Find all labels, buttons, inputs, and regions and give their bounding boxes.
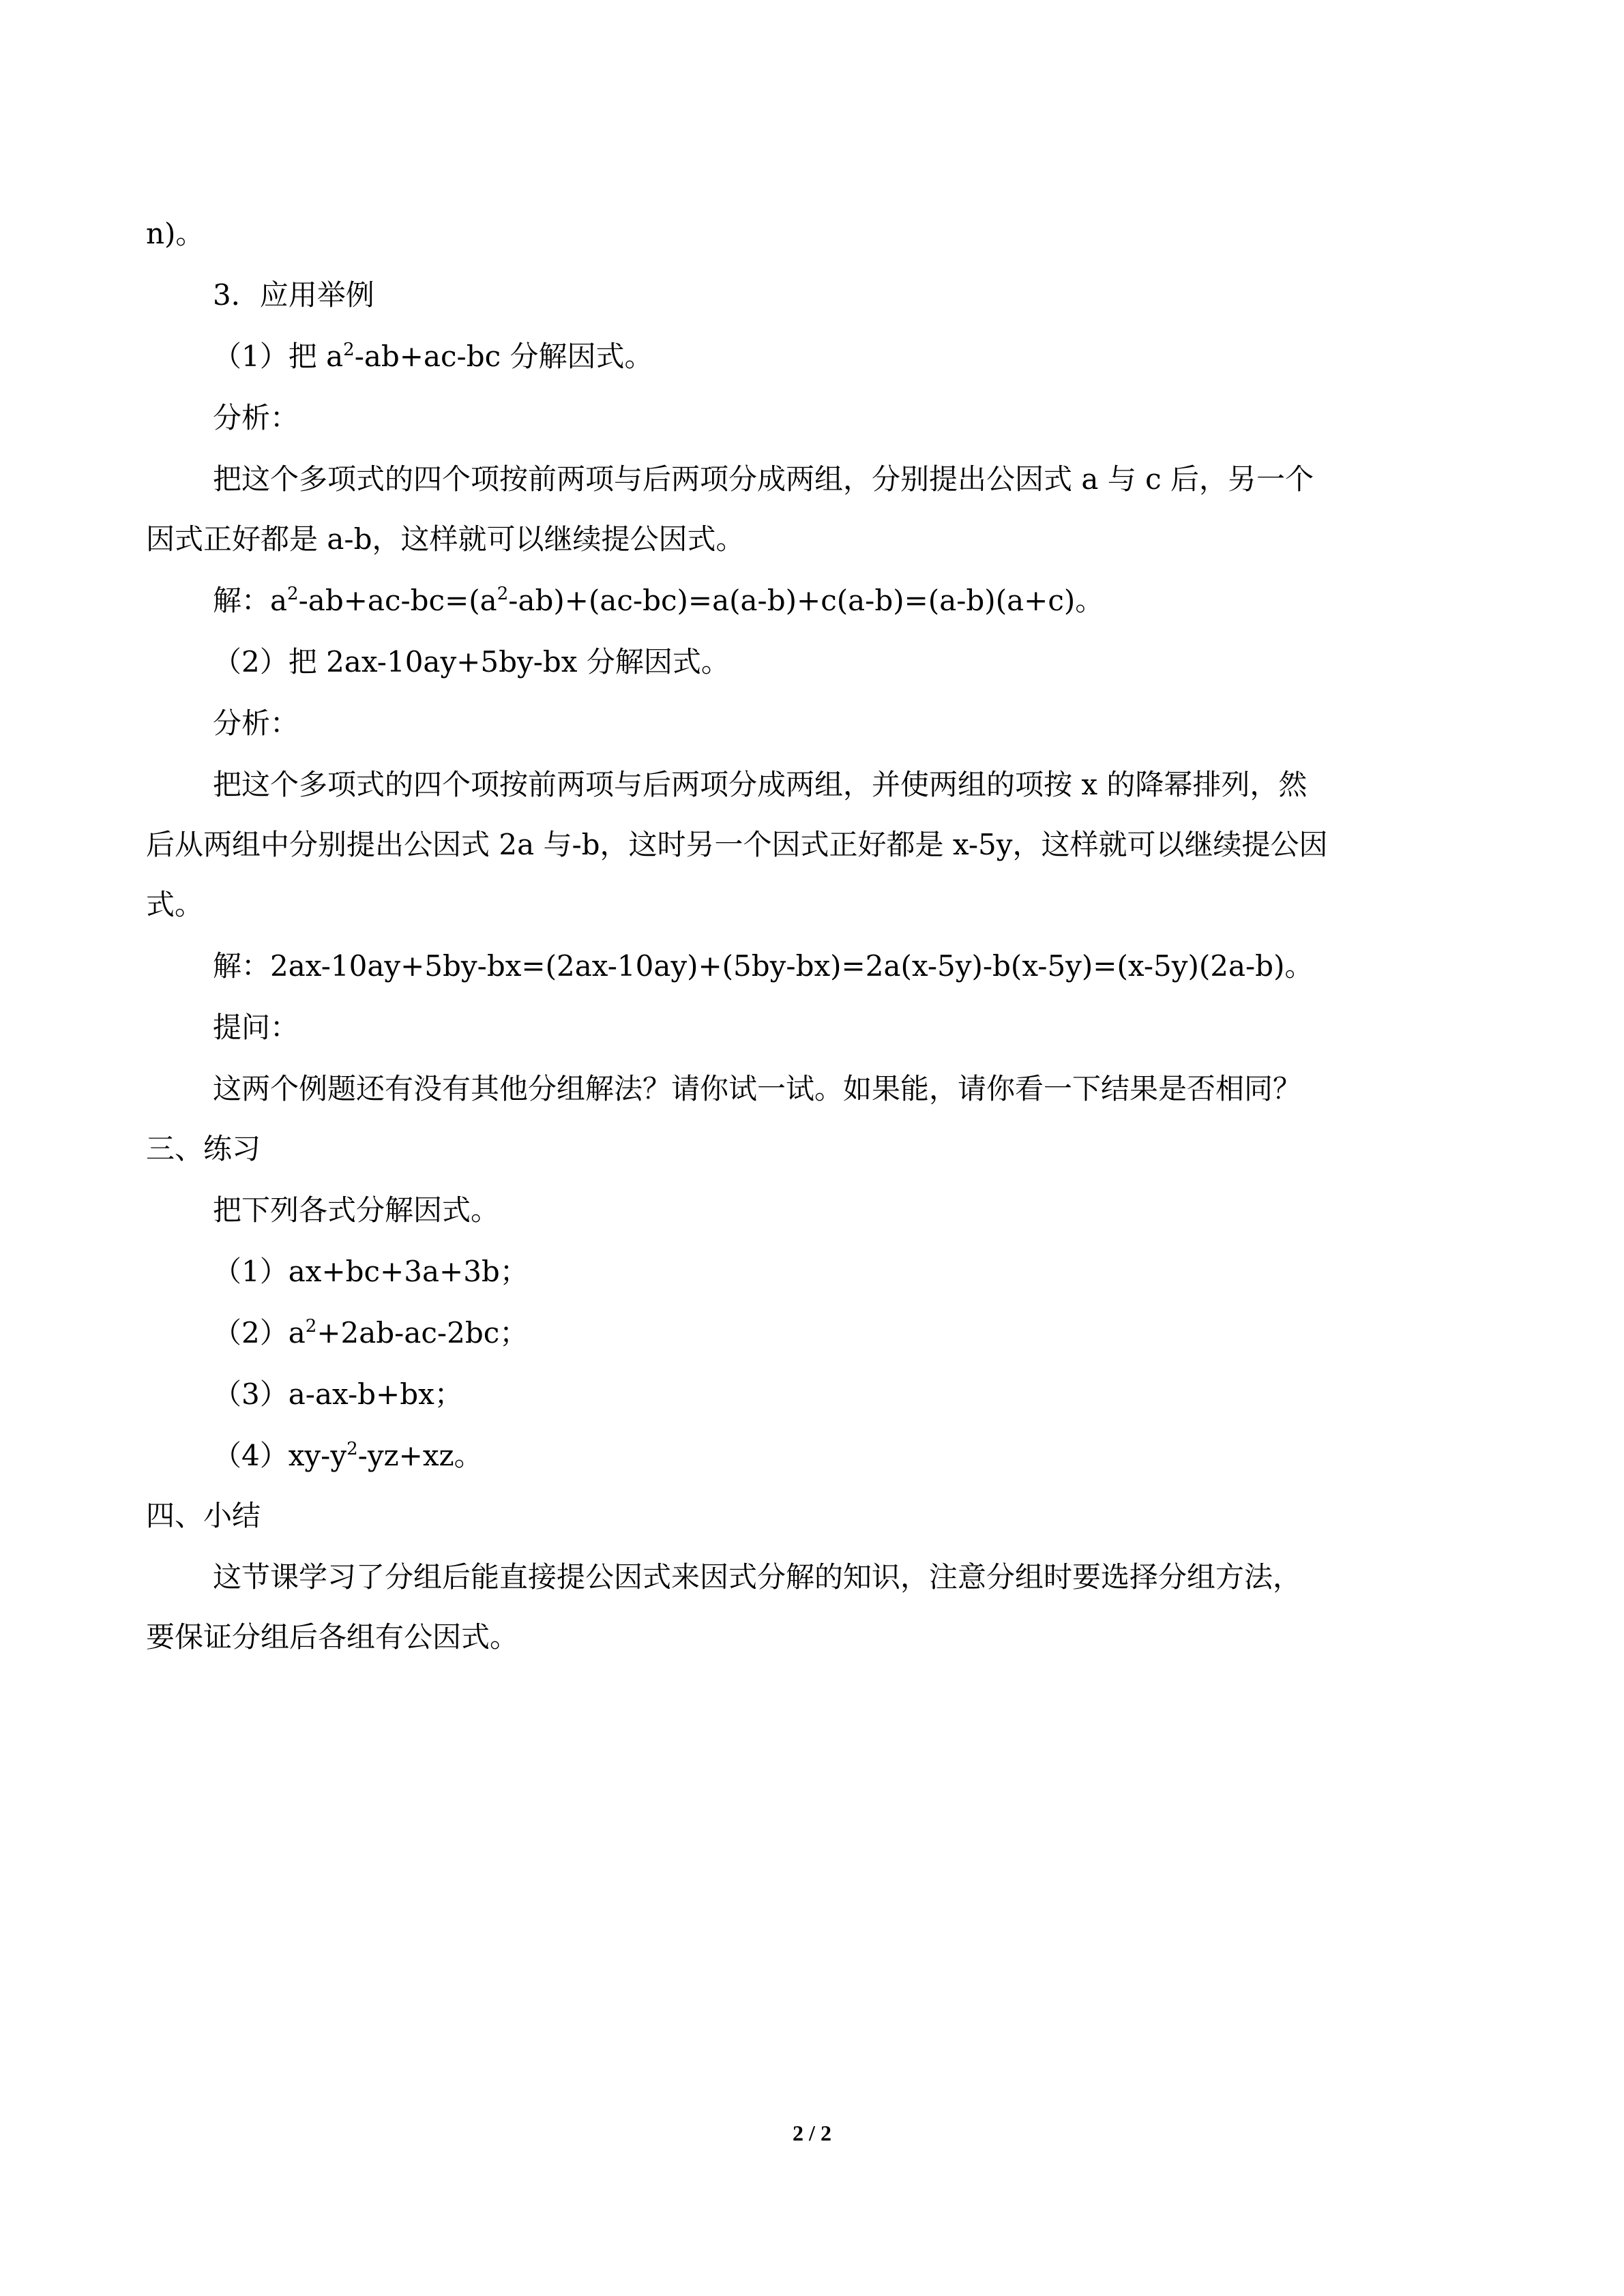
- practice-item-1: （1）ax+bc+3a+3b；: [213, 1255, 529, 1288]
- example-1-statement: （1）把 $a^2-ab+ac-bc$ 分解因式。: [213, 339, 653, 373]
- example-2-analysis-label: 分析：: [213, 706, 299, 740]
- practice-item-3: （3）a-ax-b+bx；: [213, 1377, 463, 1411]
- practice-intro: 把下列各式分解因式。: [213, 1193, 500, 1227]
- section-heading-summary: 四、小结: [146, 1499, 261, 1532]
- example-2-solution: 解：2ax-10ay+5by-bx=(2ax-10ay)+(5by-bx)=2a(x-5y)-b(x-5y)=(x-5y)(2a-b)。: [213, 949, 1314, 983]
- continued-text: n)。: [146, 217, 205, 250]
- summary-line: 这节课学习了分组后能直接提公因式来因式分解的知识，注意分组时要选择分组方法，: [213, 1560, 1302, 1594]
- question-label: 提问：: [213, 1011, 299, 1044]
- example-2-analysis-line: 把这个多项式的四个项按前两项与后两项分成两组，并使两组的项按 x 的降幂排列，然: [213, 768, 1308, 801]
- example-2-statement: （2）把 2ax-10ay+5by-bx 分解因式。: [213, 645, 730, 679]
- practice-item-2: $(2)a^2+2ab-ac-2bc$；: [213, 1315, 529, 1350]
- example-2-analysis-line: 式。: [146, 888, 204, 921]
- question-text: 这两个例题还有没有其他分组解法？请你试一试。如果能，请你看一下结果是否相同？: [213, 1072, 1302, 1105]
- section-heading-examples: 3．应用举例: [213, 278, 374, 312]
- example-1-analysis-label: 分析：: [213, 401, 299, 434]
- summary-line: 要保证分组后各组有公因式。: [146, 1620, 519, 1654]
- section-heading-practice: 三、练习: [146, 1132, 261, 1165]
- page-number: 2 / 2: [793, 2121, 831, 2145]
- example-1-solution: 解：$a^2-ab+ac-bc=(a^2-ab)+(ac-bc)=a(a-b)+c(a-b)=(a-b)(a+c)$。: [213, 583, 1104, 617]
- example-1-analysis-line: 因式正好都是 a-b，这样就可以继续提公因式。: [146, 522, 745, 556]
- example-2-analysis-line: 后从两组中分别提出公因式 2a 与-b，这时另一个因式正好都是 x-5y，这样就可以继续提公因: [146, 828, 1328, 861]
- practice-item-4: $(4)xy-y^2-yz+xz$。: [213, 1438, 483, 1472]
- example-1-analysis-line: 把这个多项式的四个项按前两项与后两项分成两组，分别提出公因式 a 与 c 后，另一个: [213, 462, 1314, 496]
